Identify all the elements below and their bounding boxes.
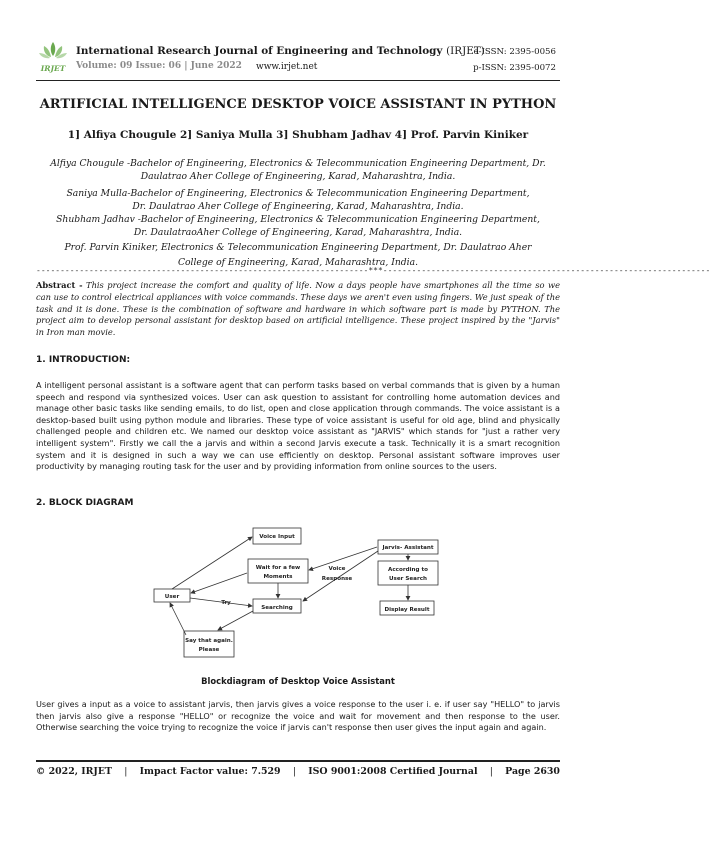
journal-abbreviation: (IRJET)	[446, 45, 485, 57]
display-result-label: Display Result	[384, 607, 430, 613]
abstract	[36, 280, 560, 339]
author-list: 1] Alfiya Chougule 2] Saniya Mulla 3] Shubham Jadhav 4] Prof. Parvin Kiniker	[67, 129, 529, 141]
impact-factor: Impact Factor value: 7.529	[139, 766, 281, 777]
say-again-box	[184, 631, 234, 657]
voice-response-label-2: Response	[321, 576, 353, 582]
affiliation-line: Alfiya Chougule -Bachelor of Engineering, Electronics & Telecommunication Engineering Department, Dr.	[50, 158, 546, 169]
paper-title: ARTIFICIAL INTELLIGENCE DESKTOP VOICE ASSISTANT IN PYTHON	[39, 97, 557, 112]
affiliation-line: Dr. DaulatraoAher College of Engineering, Karad, Maharashtra, India.	[133, 227, 463, 238]
user-label: User	[164, 594, 180, 600]
searching-label: Searching	[261, 605, 293, 611]
journal-name	[76, 45, 485, 57]
section-divider: ---------------------------------------------------------------------***--------------------------------------------------------------------	[36, 266, 710, 275]
journal-header	[36, 40, 560, 80]
say-again-label-2: Please	[198, 647, 220, 653]
irjet-logo	[36, 40, 70, 76]
wait-label-2: Moments	[263, 574, 293, 580]
abstract-heading: Abstract -	[36, 280, 83, 290]
voice-response-label: Voice	[328, 566, 346, 572]
abstract-body: This project increase the comfort and quality of life. Now a days people have smartphones all the time so we can use to control electrical appliances with voice commands. These days we aren't even using fingers. We just speak of the task and it is done. These is the combination of software and hardware in which software part is made by PYTHON. The project aim to develop personal assistant for desktop based on artificial intelligence. These project inspired by the "Jarvis" in Iron man movie.	[36, 280, 560, 338]
jarvis-assistant-label: Jarvis- Assistant	[382, 545, 434, 551]
header-rule	[36, 80, 560, 81]
copyright: © 2022, IRJET	[36, 766, 112, 777]
block-paragraph: User gives a input as a voice to assistant jarvis, then jarvis gives a voice response to the user i. e. if user say "HELLO" to jarvis then jarvis also give a response "HELLO" or recognize the voice and wait for movement and then response to the user. Otherwise searching the voice trying to recognize the voice if jarvis can't response then user gives the input again and again.	[36, 699, 560, 733]
say-again-label: Say that again.	[185, 638, 233, 644]
intro-paragraph: A intelligent personal assistant is a software agent that can perform tasks based on verbal commands that is given by a human speech and respond via synthesized voices. User can ask question to assistant for controlling home automation devices and manage other basic tasks like sending emails, to do list, open and close application through commands. The voice assistant is a desktop-based built using python module and libraries. These type of voice assistant is useful for old age, blind and physically challenged people and children etc. We named our desktop voice assistant as "JARVIS" which stands for "just a rather very intelligent system". Firstly we call the a jarvis and within a second Jarvis execute a task. Technically it is a smart recognition system and it is designed in such a way we can use efficiently on desktop. Personal assistant software improves user productivity by managing routing task for the user and by providing information from online sources to the users.	[36, 380, 560, 472]
website-link[interactable]: www.irjet.net	[256, 62, 318, 72]
voice-input-label: Voice Input	[259, 534, 295, 540]
affiliation-line: Daulatrao Aher College of Engineering, Karad, Maharashtra, India.	[140, 171, 456, 182]
try-label: Try	[221, 600, 231, 606]
figure-caption: Blockdiagram of Desktop Voice Assistant	[201, 676, 395, 686]
logo-lettering: IRJET	[40, 64, 66, 73]
e-issn: e-ISSN: 2395-0056	[473, 47, 556, 57]
affiliation-line: Saniya Mulla-Bachelor of Engineering, Electronics & Telecommunication Engineering Department,	[66, 188, 530, 199]
p-issn: p-ISSN: 2395-0072	[473, 63, 556, 73]
page-footer	[36, 766, 560, 777]
according-label-2: User Search	[388, 576, 428, 582]
affiliation-line: College of Engineering, Karad, Maharashtra, India.	[177, 257, 419, 268]
journal-name-text: International Research Journal of Engineering and Technology	[76, 45, 443, 57]
footer-separator: |	[124, 766, 128, 777]
footer-rule	[36, 760, 560, 762]
affiliation-line: Shubham Jadhav -Bachelor of Engineering, Electronics & Telecommunication Engineering Department,	[56, 214, 540, 225]
according-label: According to	[388, 567, 428, 573]
block-diagram	[148, 523, 448, 658]
footer-separator: |	[489, 766, 493, 777]
iso-certification: ISO 9001:2008 Certified Journal	[308, 766, 478, 777]
intro-heading: 1. INTRODUCTION:	[36, 355, 131, 365]
page-number: Page 2630	[505, 766, 560, 777]
affiliation-line: Dr. Daulatrao Aher College of Engineering, Karad, Maharashtra, India.	[132, 201, 464, 212]
issue-info: Volume: 09 Issue: 06 | June 2022	[76, 61, 242, 71]
footer-separator: |	[292, 766, 296, 777]
block-diagram-heading: 2. BLOCK DIAGRAM	[36, 498, 134, 508]
affiliation-line: Prof. Parvin Kiniker, Electronics & Telecommunication Engineering Department, Dr. Daulatrao Aher	[64, 242, 532, 253]
wait-label: Wait for a few	[255, 565, 301, 571]
